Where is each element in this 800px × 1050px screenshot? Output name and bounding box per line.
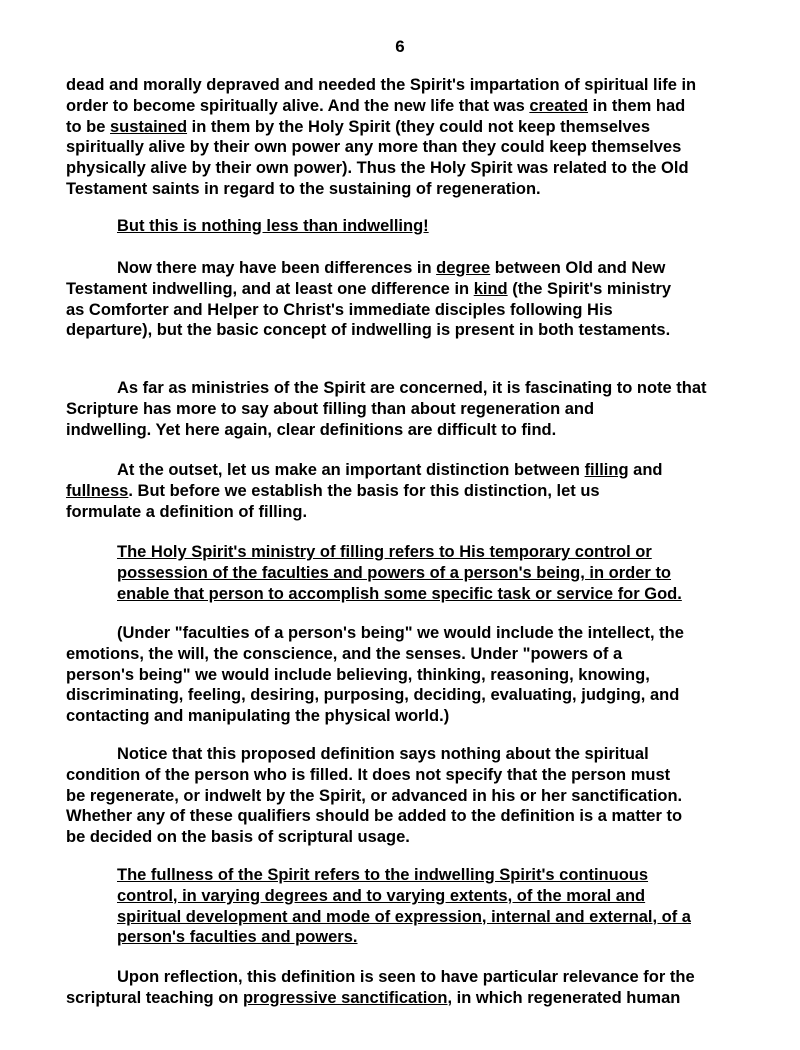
- paragraph-indwelling-statement: [117, 216, 742, 237]
- underlined-word: kind: [473, 279, 508, 298]
- text-line: The Holy Spirit's ministry of filling refers to His temporary control or: [117, 543, 652, 561]
- text-line: order to become spiritually alive. And the new life that was created in them had: [66, 96, 686, 115]
- paragraph-regeneration: [66, 75, 746, 200]
- page-number: 6: [395, 37, 405, 56]
- paragraph-differences: [66, 258, 746, 341]
- text-line: person's faculties and powers.: [117, 928, 358, 947]
- text-line: At the outset, let us make an important distinction between filling and: [117, 461, 663, 479]
- text-line: The fullness of the Spirit refers to the indwelling Spirit's continuous: [117, 866, 649, 884]
- paragraph-reflection: [66, 967, 746, 1009]
- paragraph-notice: [66, 744, 746, 848]
- text-line: Notice that this proposed definition says nothing about the spiritual: [117, 745, 649, 763]
- text-line: Testament saints in regard to the sustaining of regeneration.: [66, 179, 541, 198]
- text-line: physically alive by their own power). Thus the Holy Spirit was related to the Old: [66, 159, 689, 178]
- text-line: control, in varying degrees and to varying extents, of the moral and: [117, 886, 646, 905]
- text-line: Scripture has more to say about filling than about regeneration and: [66, 399, 595, 418]
- text-line: emotions, the will, the conscience, and the senses. Under "powers of a: [66, 644, 623, 663]
- underlined-word: progressive sanctification: [242, 988, 448, 1007]
- text-line: discriminating, feeling, desiring, purposing, deciding, evaluating, judging, and: [66, 686, 680, 705]
- text-line: condition of the person who is filled. It does not specify that the person must: [66, 765, 671, 784]
- text-line: But this is nothing less than indwelling!: [117, 217, 429, 235]
- underlined-word: sustained: [110, 117, 188, 136]
- text-line: Testament indwelling, and at least one difference in kind (the Spirit's ministry: [66, 279, 672, 298]
- text-line: enable that person to accomplish some specific task or service for God.: [117, 584, 682, 603]
- underlined-word: degree: [436, 259, 491, 277]
- paragraph-faculties: [66, 623, 746, 727]
- text-line: spiritual development and mode of expression, internal and external, of a: [117, 907, 691, 926]
- paragraph-distinction: [66, 460, 746, 522]
- definition-fullness: [117, 865, 742, 948]
- text-line: be decided on the basis of scriptural usage.: [66, 828, 410, 847]
- text-line: (Under "faculties of a person's being" we would include the intellect, the: [117, 624, 684, 642]
- text-line: Whether any of these qualifiers should be added to the definition is a matter to: [66, 807, 683, 826]
- underlined-word: created: [529, 96, 589, 115]
- text-line: indwelling. Yet here again, clear definitions are difficult to find.: [66, 420, 557, 439]
- text-line: be regenerate, or indwelt by the Spirit, or advanced in his or her sanctification.: [66, 786, 683, 805]
- text-line: formulate a definition of filling.: [66, 502, 308, 521]
- underlined-word: fullness: [66, 481, 129, 500]
- text-line: possession of the faculties and powers of a person's being, in order to: [117, 563, 672, 582]
- text-line: scriptural teaching on progressive sanctification, in which regenerated human: [66, 988, 681, 1007]
- text-line: Now there may have been differences in degree between Old and New: [117, 259, 666, 277]
- text-line: dead and morally depraved and needed the Spirit's impartation of spiritual life in: [66, 76, 697, 94]
- text-line: fullness. But before we establish the basis for this distinction, let us: [66, 481, 600, 500]
- text-line: Upon reflection, this definition is seen to have particular relevance for the: [117, 968, 695, 986]
- paragraph-ministries: [66, 378, 746, 440]
- text-line: As far as ministries of the Spirit are concerned, it is fascinating to note that: [117, 379, 707, 397]
- definition-filling: [117, 542, 742, 604]
- text-line: departure), but the basic concept of indwelling is present in both testaments.: [66, 321, 671, 340]
- text-line: contacting and manipulating the physical world.): [66, 707, 450, 726]
- text-line: person's being" we would include believing, thinking, reasoning, knowing,: [66, 665, 650, 684]
- text-line: spiritually alive by their own power any more than they could keep themselves: [66, 138, 682, 157]
- underlined-word: filling: [584, 461, 629, 479]
- text-line: to be sustained in them by the Holy Spirit (they could not keep themselves: [66, 117, 651, 136]
- text-line: as Comforter and Helper to Christ's immediate disciples following His: [66, 300, 613, 319]
